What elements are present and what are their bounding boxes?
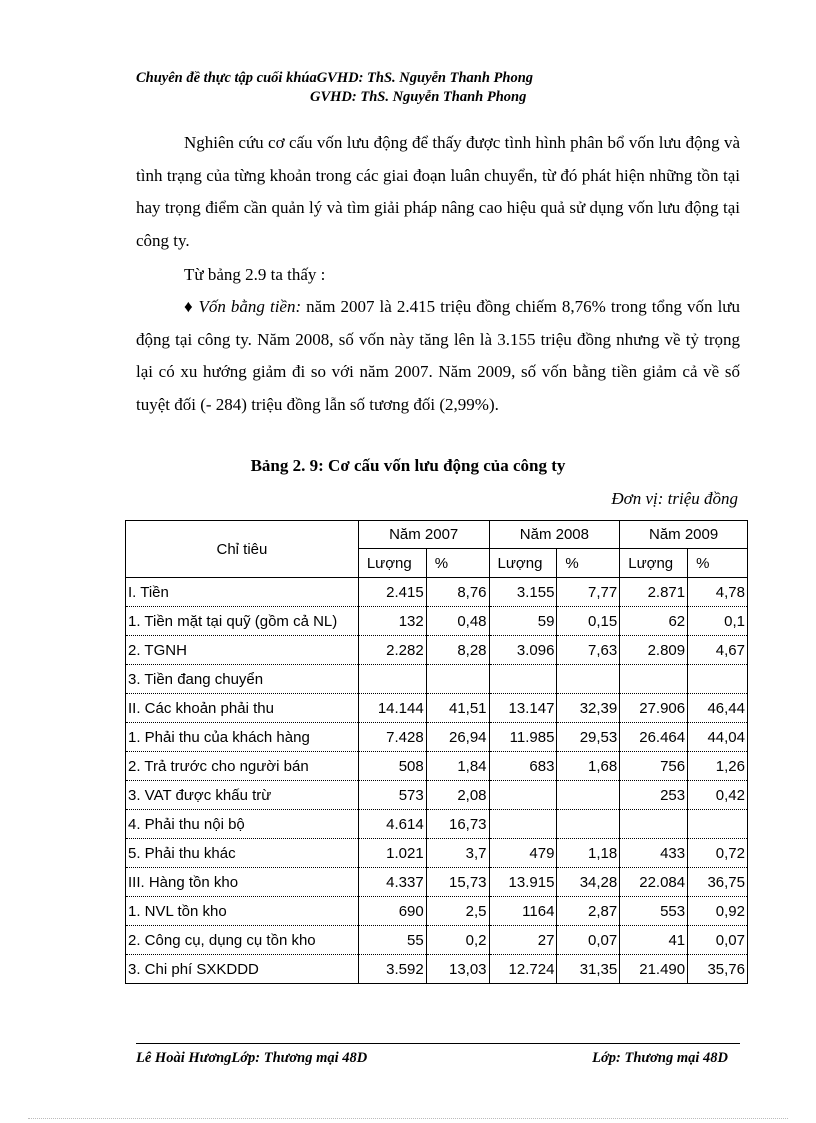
percent-cell: 7,77 xyxy=(557,578,620,607)
amount-cell: 2.871 xyxy=(620,578,688,607)
cash-term: Vốn bằng tiền: xyxy=(198,297,302,316)
amount-cell: 13.915 xyxy=(489,868,557,897)
row-label: 3. VAT được khấu trừ xyxy=(126,781,359,810)
percent-cell: 2,87 xyxy=(557,897,620,926)
amount-cell: 132 xyxy=(358,607,426,636)
sub-header-amount: Lượng xyxy=(489,549,557,578)
col-header-year: Năm 2009 xyxy=(620,521,748,549)
percent-cell: 1,84 xyxy=(426,752,489,781)
amount-cell: 59 xyxy=(489,607,557,636)
row-label: 2. TGNH xyxy=(126,636,359,665)
amount-cell: 756 xyxy=(620,752,688,781)
amount-cell: 2.809 xyxy=(620,636,688,665)
amount-cell: 41 xyxy=(620,926,688,955)
percent-cell: 0,15 xyxy=(557,607,620,636)
amount-cell: 13.147 xyxy=(489,694,557,723)
percent-cell xyxy=(688,810,748,839)
percent-cell: 0,2 xyxy=(426,926,489,955)
bullet-diamond-icon: ♦ xyxy=(184,297,194,316)
amount-cell: 12.724 xyxy=(489,955,557,984)
percent-cell xyxy=(426,665,489,694)
percent-cell: 16,73 xyxy=(426,810,489,839)
cash-analysis-text: năm 2007 là 2.415 triệu đồng chiếm 8,76% trong tổng vốn lưu động tại công ty. Năm 2008, số vốn này tăng lên là 3.155 triệu đồng nhưng về tỷ trọng lại có xu hướng giảm đi so với năm 2007. Năm 2009, số vốn bằng tiền giảm cả về số tuyệt đối (- 284) triệu đồng lẫn số tương đối (2,99%). xyxy=(136,297,741,414)
paragraph-cash-analysis xyxy=(136,291,740,421)
amount-cell: 1.021 xyxy=(358,839,426,868)
footer-author: Lê Hoài HươngLớp: Thương mại 48D xyxy=(136,1050,368,1066)
footer-rule xyxy=(136,1043,740,1044)
amount-cell xyxy=(620,810,688,839)
table-row xyxy=(126,665,748,694)
amount-cell: 62 xyxy=(620,607,688,636)
percent-cell: 8,28 xyxy=(426,636,489,665)
amount-cell: 433 xyxy=(620,839,688,868)
amount-cell: 690 xyxy=(358,897,426,926)
sub-header-amount: Lượng xyxy=(620,549,688,578)
percent-cell: 29,53 xyxy=(557,723,620,752)
table-row xyxy=(126,868,748,897)
row-label: 2. Trả trước cho người bán xyxy=(126,752,359,781)
sub-header-percent: % xyxy=(557,549,620,578)
percent-cell: 32,39 xyxy=(557,694,620,723)
percent-cell: 13,03 xyxy=(426,955,489,984)
sub-header-amount: Lượng xyxy=(358,549,426,578)
row-label: 1. Tiền mặt tại quỹ (gồm cả NL) xyxy=(126,607,359,636)
percent-cell: 31,35 xyxy=(557,955,620,984)
percent-cell: 36,75 xyxy=(688,868,748,897)
table-row xyxy=(126,926,748,955)
table-row xyxy=(126,839,748,868)
amount-cell: 55 xyxy=(358,926,426,955)
row-label: 5. Phải thu khác xyxy=(126,839,359,868)
amount-cell: 3.155 xyxy=(489,578,557,607)
running-header-line-1: Chuyên đề thực tập cuối khúaGVHD: ThS. Nguyễn Thanh Phong xyxy=(136,70,534,86)
percent-cell: 4,67 xyxy=(688,636,748,665)
table-row xyxy=(126,607,748,636)
amount-cell: 14.144 xyxy=(358,694,426,723)
paragraph-intro: Nghiên cứu cơ cấu vốn lưu động để thấy được tình hình phân bổ vốn lưu động và tình trạng của từng khoản trong các giai đoạn luân chuyển, từ đó phát hiện những tồn tại hay trọng điểm cần quản lý và tìm giải pháp nâng cao hiệu quả sử dụng vốn lưu động tại công ty. xyxy=(136,133,740,250)
row-label: 1. Phải thu của khách hàng xyxy=(126,723,359,752)
table-row xyxy=(126,723,748,752)
percent-cell: 44,04 xyxy=(688,723,748,752)
percent-cell: 26,94 xyxy=(426,723,489,752)
amount-cell xyxy=(489,665,557,694)
percent-cell: 0,92 xyxy=(688,897,748,926)
percent-cell: 2,08 xyxy=(426,781,489,810)
percent-cell: 34,28 xyxy=(557,868,620,897)
col-header-year: Năm 2007 xyxy=(358,521,489,549)
percent-cell: 1,68 xyxy=(557,752,620,781)
amount-cell: 683 xyxy=(489,752,557,781)
table-row xyxy=(126,578,748,607)
page-edge-divider xyxy=(28,1118,788,1119)
percent-cell: 46,44 xyxy=(688,694,748,723)
percent-cell: 0,1 xyxy=(688,607,748,636)
percent-cell xyxy=(688,665,748,694)
percent-cell: 0,72 xyxy=(688,839,748,868)
percent-cell: 1,26 xyxy=(688,752,748,781)
percent-cell: 1,18 xyxy=(557,839,620,868)
amount-cell xyxy=(358,665,426,694)
amount-cell: 27 xyxy=(489,926,557,955)
amount-cell: 4.337 xyxy=(358,868,426,897)
amount-cell: 22.084 xyxy=(620,868,688,897)
table-row xyxy=(126,810,748,839)
amount-cell xyxy=(620,665,688,694)
percent-cell: 41,51 xyxy=(426,694,489,723)
paragraph-table-ref: Từ bảng 2.9 ta thấy : xyxy=(184,265,326,284)
amount-cell xyxy=(489,781,557,810)
table-caption: Bảng 2. 9: Cơ cấu vốn lưu động của công ty xyxy=(250,456,566,475)
percent-cell: 8,76 xyxy=(426,578,489,607)
row-label: 3. Chi phí SXKDDD xyxy=(126,955,359,984)
percent-cell: 0,48 xyxy=(426,607,489,636)
percent-cell: 4,78 xyxy=(688,578,748,607)
amount-cell: 573 xyxy=(358,781,426,810)
col-header-criteria: Chỉ tiêu xyxy=(126,521,359,578)
working-capital-table xyxy=(125,520,748,984)
amount-cell: 508 xyxy=(358,752,426,781)
running-header-line-2: GVHD: ThS. Nguyễn Thanh Phong xyxy=(310,89,527,105)
amount-cell: 4.614 xyxy=(358,810,426,839)
percent-cell xyxy=(557,665,620,694)
table-row xyxy=(126,636,748,665)
amount-cell: 553 xyxy=(620,897,688,926)
percent-cell: 0,07 xyxy=(557,926,620,955)
table-unit: Đơn vị: triệu đồng xyxy=(611,489,738,508)
percent-cell: 7,63 xyxy=(557,636,620,665)
percent-cell: 0,42 xyxy=(688,781,748,810)
amount-cell: 253 xyxy=(620,781,688,810)
amount-cell: 7.428 xyxy=(358,723,426,752)
col-header-year: Năm 2008 xyxy=(489,521,620,549)
amount-cell: 26.464 xyxy=(620,723,688,752)
amount-cell: 11.985 xyxy=(489,723,557,752)
percent-cell xyxy=(557,810,620,839)
amount-cell: 2.415 xyxy=(358,578,426,607)
amount-cell xyxy=(489,810,557,839)
amount-cell: 27.906 xyxy=(620,694,688,723)
row-label: 4. Phải thu nội bộ xyxy=(126,810,359,839)
row-label: I. Tiền xyxy=(126,578,359,607)
amount-cell: 21.490 xyxy=(620,955,688,984)
table-row xyxy=(126,694,748,723)
percent-cell: 35,76 xyxy=(688,955,748,984)
table-row xyxy=(126,752,748,781)
amount-cell: 3.096 xyxy=(489,636,557,665)
row-label: III. Hàng tồn kho xyxy=(126,868,359,897)
row-label: 1. NVL tồn kho xyxy=(126,897,359,926)
percent-cell: 15,73 xyxy=(426,868,489,897)
table-row xyxy=(126,781,748,810)
table-row xyxy=(126,955,748,984)
sub-header-percent: % xyxy=(688,549,748,578)
amount-cell: 2.282 xyxy=(358,636,426,665)
row-label: 2. Công cụ, dụng cụ tồn kho xyxy=(126,926,359,955)
amount-cell: 1164 xyxy=(489,897,557,926)
percent-cell: 0,07 xyxy=(688,926,748,955)
row-label: II. Các khoản phải thu xyxy=(126,694,359,723)
table-row xyxy=(126,897,748,926)
row-label: 3. Tiền đang chuyển xyxy=(126,665,359,694)
amount-cell: 3.592 xyxy=(358,955,426,984)
footer-class: Lớp: Thương mại 48D xyxy=(592,1050,728,1066)
amount-cell: 479 xyxy=(489,839,557,868)
sub-header-percent: % xyxy=(426,549,489,578)
percent-cell: 3,7 xyxy=(426,839,489,868)
percent-cell: 2,5 xyxy=(426,897,489,926)
percent-cell xyxy=(557,781,620,810)
